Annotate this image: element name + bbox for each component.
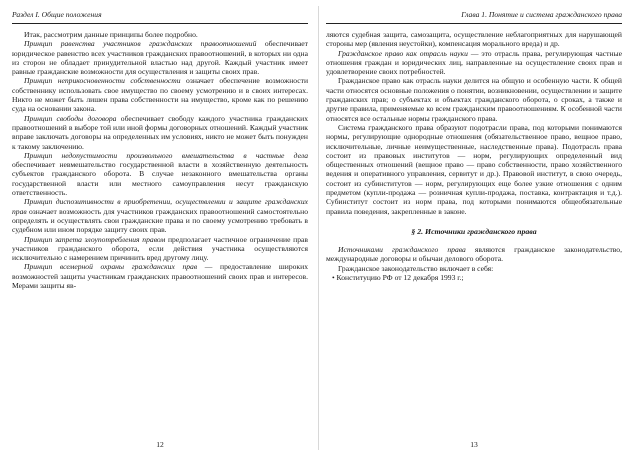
left-running-head: Раздел I. Общие положения (12, 10, 102, 19)
paragraph (12, 76, 308, 113)
left-page-number: 12 (156, 440, 164, 449)
paragraph-text: Гражданское законодательство включает в себя: (338, 263, 494, 273)
principle-term: Гражданское право как отрасль науки (338, 48, 468, 58)
spread-gutter (318, 6, 319, 450)
principle-term: Источниками гражданского права (338, 244, 466, 254)
left-page (12, 10, 308, 450)
paragraph-text: — это отрасль права, регулирующая частные отношения граждан и юридических лиц, направленные на осуществление своих прав и удовлетворение своих потребностей. (326, 48, 622, 77)
right-page-number: 13 (470, 440, 478, 449)
paragraph (12, 114, 308, 151)
paragraph (12, 39, 308, 76)
paragraph (326, 245, 622, 264)
left-header-rule (12, 23, 308, 24)
paragraph-text: Гражданское право как отрасль науки делится на общую и особенную части. К общей части относятся основные положения о понятии, возникновении, осуществлении и защите гражданских прав; о субъектах и объектах гражданского оборота, о сроках, а также и другие правила, применяемые ко всем гражданским правоотношениям. К особенной части относятся все остальные нормы гражданского права. (326, 76, 622, 123)
principle-term: Принцип диспозитивности в приобретении, осуществлении и защите гражданских прав (12, 197, 308, 216)
paragraph (326, 123, 622, 216)
paragraph-text: Система гражданского права образуют подотрасли права, под которыми понимаются нормы, регулирующие однородные отношения (обязательственное право, вещное право, исключительные, личные неимущественные, наследственные права). Подотрасль права состоит из правовых институтов — норм, регулирующих определенный вид общественных отношений (вещное право — право собственности, право хозяйственного ведения и оперативного управления, сервитут и др.). Правовой институт, в свою очередь, состоит из субинститутов — норм, регулирующих еще более узкие отношения с одним предметом (купли-продажа — розничная купли-продажа, поставка, контрактация и т.д.). Субинститут состоит из норм права, под которыми понимаются общеобязательные правила поведения, закрепленные в законе. (326, 122, 622, 216)
paragraph (326, 30, 622, 49)
right-header-rule (326, 23, 622, 24)
paragraph-text: обеспечивает невмешательство государственной власти в хозяйственную деятельность субъектов гражданского оборота. В случае незаконного вмешательства органы государственной власти или местного самоуправления несут гражданскую ответственность. (12, 160, 308, 198)
paragraph-text: Итак, рассмотрим данные принципы более подробно. (24, 30, 198, 39)
paragraph-text: являются гражданское законодательство, международные договоры и обычаи делового оборота. (326, 244, 622, 264)
paragraph (326, 264, 622, 273)
principle-term: Принцип всемерной охраны гражданских прав (24, 262, 198, 272)
principle-term: Принцип запрета злоупотребления правом (24, 234, 166, 244)
principle-term: Принцип равенства участников гражданских правоотношений (24, 39, 257, 49)
principle-term: Принцип недопустимости произвольного вмешательства в частные дела (24, 150, 308, 160)
right-running-head: Глава 1. Понятие и система гражданского права (461, 10, 622, 19)
paragraph-text: — предоставление широких возможностей защиты участникам гражданских правоотношений своих прав и интересов. Мерами защиты яв- (12, 262, 308, 291)
paragraph-text: означает обеспечение возможности собственнику использовать свое имущество по своему усмотрению и в своих интересах. Никто не может быть лишен права собственности на имущество, кроме как по решению суда на основании закона. (12, 76, 309, 114)
paragraph (326, 49, 622, 77)
paragraph (12, 151, 308, 197)
right-page (326, 10, 622, 450)
principle-term: Принцип свободы договора (24, 113, 117, 123)
paragraph (12, 197, 308, 234)
section-title: § 2. Источники гражданского права (411, 226, 537, 236)
paragraph-text: означает возможность для участников гражданских правоотношений самостоятельно определять и осуществлять свои гражданские права и по своему усмотрению требовать в судебном или ином порядке защиту своих прав. (12, 206, 308, 235)
right-body-text-after (326, 245, 622, 273)
paragraph (12, 235, 308, 263)
legislation-list (326, 273, 622, 282)
paragraph (326, 76, 622, 122)
paragraph-text: обеспечивает свободу каждого участника гражданских правоотношений в выборе той или иной формы договорных отношений. Каждый участник вправе заключать договоры на определенных им условиях, никто не может быть понужден к такому заключению. (12, 113, 308, 151)
right-body-text (326, 30, 622, 216)
paragraph (12, 262, 308, 290)
list-item: • Конституцию РФ от 12 декабря 1993 г.; (332, 272, 464, 282)
paragraph (12, 30, 308, 39)
paragraph-text: ляются судебная защита, самозащита, осуществление неблагоприятных для нарушающей стороны мер (явления неустойки), компенсация морального вреда) и др. (326, 30, 622, 49)
paragraph-text: обеспечивает юридическое равенство всех участников гражданских правоотношений, в которых ни одна из сторон не обладает принудительной властью над другой. Каждый участник имеет равные гражданские возможности для осуществления и защиты своих прав. (12, 39, 308, 77)
left-body-text (12, 30, 308, 290)
principle-term: Принцип неприкосновенности собственности (24, 76, 181, 86)
paragraph-text: предполагает частичное ограничение прав участников гражданского оборота, если действия участника осуществляются исключительно с намерением причинить вред другому лицу. (12, 234, 308, 263)
